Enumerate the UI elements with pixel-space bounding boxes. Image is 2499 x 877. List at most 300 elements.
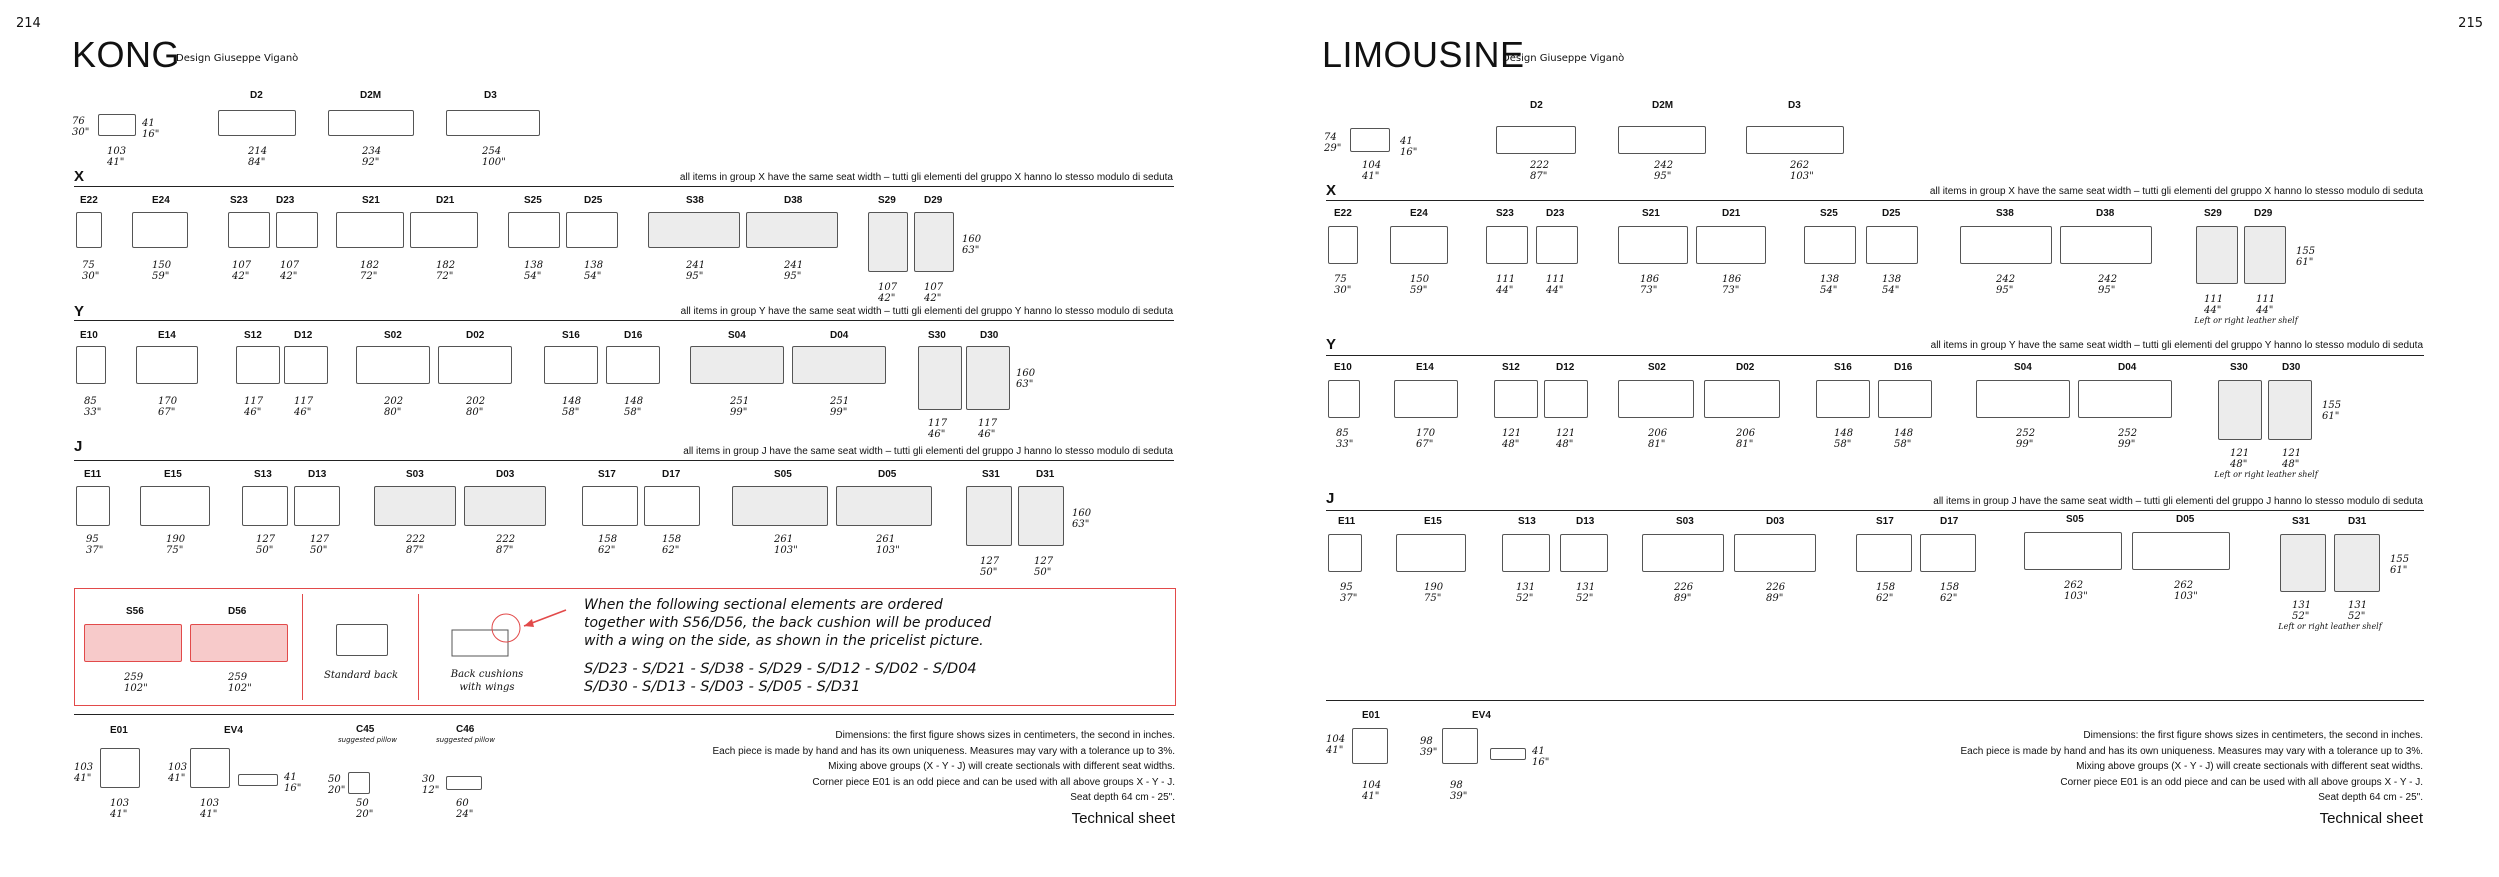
- item-code: E14: [158, 330, 176, 341]
- item-dims: 111 44": [1546, 274, 1566, 296]
- shelf-caption: Left or right leather shelf: [2214, 470, 2318, 479]
- sofa-drawing: [1394, 380, 1458, 418]
- item-code: D04: [2118, 362, 2137, 373]
- item-dims: 121 48": [2282, 448, 2302, 470]
- item-dims: 261 103": [876, 534, 900, 556]
- item-dims: 111 44": [2204, 294, 2224, 316]
- sofa-drawing: [1502, 534, 1550, 572]
- item-dims: 252 99": [2118, 428, 2138, 450]
- item-code: EV4: [224, 725, 243, 736]
- sofa-drawing: [438, 346, 512, 384]
- sofa-drawing: [336, 212, 404, 248]
- technical-sheet-label: Technical sheet: [2319, 810, 2423, 827]
- group-letter: J: [74, 438, 83, 455]
- item-code: C46: [456, 724, 475, 735]
- item-code: S03: [1676, 516, 1694, 527]
- sofa-drawing: [1560, 534, 1608, 572]
- item-code: D2M: [1652, 100, 1674, 111]
- item-code: E10: [1334, 362, 1352, 373]
- item-code: S21: [362, 195, 380, 206]
- item-code: E11: [84, 469, 102, 480]
- item-code: E01: [1362, 710, 1380, 721]
- item-dims: 60 24": [456, 798, 474, 820]
- item-code: S17: [598, 469, 616, 480]
- sofa-drawing: [1746, 126, 1844, 154]
- item-code: D29: [2254, 208, 2273, 219]
- sofa-drawing: [792, 346, 886, 384]
- item-code: S13: [254, 469, 272, 480]
- wing-element-list: S/D23 - S/D21 - S/D38 - S/D29 - S/D12 - S/D02 - S/D04 S/D30 - S/D13 - S/D03 - S/D05 - S/D31: [584, 661, 977, 695]
- item-code: D12: [1556, 362, 1575, 373]
- item-dims: 241 95": [686, 260, 706, 282]
- item-code: EV4: [1472, 710, 1491, 721]
- item-dims: 131 52": [1516, 582, 1536, 604]
- item-dims: 259 102": [228, 672, 252, 694]
- item-height: 104 41": [1326, 734, 1346, 756]
- divider: [1326, 700, 2424, 701]
- item-code: E01: [110, 725, 128, 736]
- chaise-drawing: [918, 346, 962, 410]
- group-note: all items in group J have the same seat width – tutti gli elementi del gruppo J hanno lo stesso modulo di seduta: [683, 446, 1173, 457]
- item-code: D16: [624, 330, 643, 341]
- sofa-drawing: [606, 346, 660, 384]
- item-code: D30: [980, 330, 999, 341]
- depth-dims: 160 63": [962, 234, 982, 256]
- sofa-drawing: [1536, 226, 1578, 264]
- item-dims: 117 46": [978, 418, 998, 440]
- page-number: 214: [16, 16, 41, 31]
- pouf-side-drawing: [238, 774, 278, 786]
- item-code: S17: [1876, 516, 1894, 527]
- sofa-drawing: [218, 110, 296, 136]
- item-code: D31: [2348, 516, 2367, 527]
- sofa-drawing: [1642, 534, 1724, 572]
- item-code: D03: [1766, 516, 1785, 527]
- sofa-drawing: [644, 486, 700, 526]
- sofa-drawing: [1396, 534, 1466, 572]
- item-dims: 186 73": [1640, 274, 1660, 296]
- sofa-drawing: [136, 346, 198, 384]
- item-subtitle: suggested pillow: [436, 736, 495, 744]
- item-dims: 150 59": [1410, 274, 1430, 296]
- item-code: D17: [1940, 516, 1959, 527]
- sofa-drawing: [236, 346, 280, 384]
- sofa-drawing: [356, 346, 430, 384]
- item-depth: 41 16": [284, 772, 302, 794]
- sofa-drawing: [1328, 226, 1358, 264]
- chaise-drawing: [2244, 226, 2286, 284]
- page-title: KONG: [72, 34, 181, 75]
- footnotes: Dimensions: the first figure shows sizes in centimeters, the second in inches. Each piece is made by hand and has its own uniqueness. Measures may vary with a tolerance up to 3%. Mixing above groups (X - Y - J) will create sectionals with different seat widths. Corner piece E01 is an odd piece and can be used with all above groups X - Y - J. Seat depth 64 cm - 25".: [712, 730, 1175, 804]
- item-dims: 117 46": [244, 396, 264, 418]
- item-code: D02: [1736, 362, 1755, 373]
- item-dims: 202 80": [466, 396, 486, 418]
- item-code: S29: [878, 195, 896, 206]
- standard-back-caption: Standard back: [323, 670, 399, 681]
- item-code: E15: [164, 469, 182, 480]
- pouf-side-drawing: [1490, 748, 1526, 760]
- item-dims: 111 44": [2256, 294, 2276, 316]
- pillow-drawing: [348, 772, 370, 794]
- sofa-drawing: [1866, 226, 1918, 264]
- item-code: D21: [436, 195, 455, 206]
- group-note: all items in group Y have the same seat width – tutti gli elementi del gruppo Y hanno lo stesso modulo di seduta: [1930, 340, 2423, 351]
- chaise-drawing: [2334, 534, 2380, 592]
- chaise-drawing: [966, 486, 1012, 546]
- armchair-side-drawing: [98, 114, 136, 136]
- item-dims: 222 87": [496, 534, 516, 556]
- armchair-drawing: [1350, 128, 1390, 152]
- dim-width: 103 41": [107, 146, 127, 168]
- standard-back-drawing: [336, 624, 388, 656]
- divider: [74, 320, 1174, 321]
- sofa-drawing: [1486, 226, 1528, 264]
- item-dims: 138 54": [1882, 274, 1902, 296]
- item-code: D2M: [360, 90, 382, 101]
- item-dims: 148 58": [624, 396, 644, 418]
- item-dims: 117 46": [294, 396, 314, 418]
- group-note: all items in group X have the same seat width – tutti gli elementi del gruppo X hanno lo stesso modulo di seduta: [679, 172, 1173, 183]
- item-code: D13: [1576, 516, 1595, 527]
- item-code: D17: [662, 469, 681, 480]
- item-code: E22: [1334, 208, 1352, 219]
- item-dims: 148 58": [1834, 428, 1854, 450]
- item-code: D03: [496, 469, 515, 480]
- sofa-drawing: [1494, 380, 1538, 418]
- page-number: 215: [2458, 16, 2483, 31]
- item-code: E24: [1410, 208, 1428, 219]
- depth-dims: 160 63": [1072, 508, 1092, 530]
- chaise-drawing: [868, 212, 908, 272]
- item-dims: 148 58": [562, 396, 582, 418]
- designer-credit: Design Giuseppe Viganò: [1502, 53, 1625, 64]
- item-code: S56: [126, 606, 144, 617]
- item-dims: 95 37": [86, 534, 104, 556]
- wing-cushion-caption: Back cushions with wings: [450, 669, 524, 693]
- group-letter: Y: [1326, 336, 1337, 353]
- sofa-drawing: [446, 110, 540, 136]
- item-subtitle: suggested pillow: [338, 736, 397, 744]
- item-dims: 241 95": [784, 260, 804, 282]
- item-code: D25: [1882, 208, 1901, 219]
- wing-cushion-drawing: [440, 604, 590, 664]
- depth-dims: 155 61": [2296, 246, 2316, 268]
- item-dims: 170 67": [1416, 428, 1436, 450]
- item-dims: 107 42": [232, 260, 252, 282]
- sofa-drawing: [2024, 532, 2122, 570]
- divider: [74, 714, 1174, 715]
- item-code: D38: [784, 195, 803, 206]
- sofa-drawing: [228, 212, 270, 248]
- sofa-drawing: [1618, 226, 1688, 264]
- item-code: S02: [1648, 362, 1666, 373]
- item-code: D56: [228, 606, 247, 617]
- footnotes: Dimensions: the first figure shows sizes in centimeters, the second in inches. Each piece is made by hand and has its own uniqueness. Measures may vary with a tolerance up to 3%. Mixing above groups (X - Y - J) will create sectionals with different seat widths. Corner piece E01 is an odd piece and can be used with all above groups X - Y - J. Seat depth 64 cm - 25".: [1960, 730, 2423, 804]
- chaise-drawing: [914, 212, 954, 272]
- item-dims: 138 54": [584, 260, 604, 282]
- item-dims: 107 42": [878, 282, 898, 304]
- item-code: S02: [384, 330, 402, 341]
- sofa-drawing: [140, 486, 210, 526]
- sofa-drawing: [1920, 534, 1976, 572]
- sofa-drawing: [544, 346, 598, 384]
- item-dims: 190 75": [166, 534, 186, 556]
- sofa-drawing: [1328, 380, 1360, 418]
- item-dims: 138 54": [524, 260, 544, 282]
- item-dims: 186 73": [1722, 274, 1742, 296]
- item-dims: 190 75": [1424, 582, 1444, 604]
- item-dims: 251 99": [830, 396, 850, 418]
- item-dims: 202 80": [384, 396, 404, 418]
- item-dims: 85 33": [84, 396, 102, 418]
- sofa-drawing: [1696, 226, 1766, 264]
- sofa-drawing: [276, 212, 318, 248]
- page-title: LIMOUSINE: [1322, 34, 1525, 75]
- item-dims: 158 62": [1940, 582, 1960, 604]
- item-code: S31: [2292, 516, 2310, 527]
- sofa-drawing: [648, 212, 740, 248]
- item-code: D30: [2282, 362, 2301, 373]
- corner-drawing: [1352, 728, 1388, 764]
- sofa-drawing: [328, 110, 414, 136]
- item-code: E11: [1338, 516, 1356, 527]
- sofa-drawing: [76, 212, 102, 248]
- item-dims: 138 54": [1820, 274, 1840, 296]
- item-code: D05: [878, 469, 897, 480]
- sofa-drawing: [132, 212, 188, 248]
- item-dims: 103 41": [110, 798, 130, 820]
- sofa-drawing: [1544, 380, 1588, 418]
- item-code: D38: [2096, 208, 2115, 219]
- sofa-drawing: [242, 486, 288, 526]
- divider: [74, 460, 1174, 461]
- item-dims: 262 103": [2064, 580, 2088, 602]
- item-code: S25: [524, 195, 542, 206]
- item-dims: 259 102": [124, 672, 148, 694]
- designer-credit: Design Giuseppe Viganò: [176, 53, 299, 64]
- item-code: S30: [928, 330, 946, 341]
- item-code: S03: [406, 469, 424, 480]
- divider: [418, 594, 419, 700]
- item-dims: 111 44": [1496, 274, 1516, 296]
- item-dims: 206 81": [1736, 428, 1756, 450]
- item-code: S23: [230, 195, 248, 206]
- item-dims: 158 62": [662, 534, 682, 556]
- shelf-caption: Left or right leather shelf: [2194, 316, 2298, 325]
- item-code: S13: [1518, 516, 1536, 527]
- sofa-drawing: [2132, 532, 2230, 570]
- item-code: S23: [1496, 208, 1514, 219]
- dim-height: 74 29": [1324, 132, 1342, 154]
- sofa-drawing: [76, 486, 110, 526]
- chaise-drawing: [2268, 380, 2312, 440]
- item-height: 98 39": [1420, 736, 1438, 758]
- sofa-drawing: [410, 212, 478, 248]
- chaise-drawing: [2218, 380, 2262, 440]
- sofa-drawing: [1804, 226, 1856, 264]
- item-code: D31: [1036, 469, 1055, 480]
- item-dims: 104 41": [1362, 780, 1382, 802]
- item-code: C45: [356, 724, 375, 735]
- item-code: D3: [1788, 100, 1801, 111]
- sofa-drawing: [746, 212, 838, 248]
- item-height: 50 20": [328, 774, 346, 796]
- dim-depth: 41 16": [1400, 136, 1418, 158]
- group-letter: X: [1326, 182, 1337, 199]
- item-dims: 103 41": [200, 798, 220, 820]
- item-dims: 254 100": [482, 146, 506, 168]
- item-dims: 242 95": [1996, 274, 2016, 296]
- item-code: S12: [244, 330, 262, 341]
- item-dims: 131 52": [2292, 600, 2312, 622]
- item-code: D3: [484, 90, 497, 101]
- chaise-drawing: [966, 346, 1010, 410]
- sofa-drawing: [1878, 380, 1932, 418]
- wing-description: When the following sectional elements are ordered together with S56/D56, the back cushion will be produced with a wing on the side, as shown in the pricelist picture.: [584, 597, 992, 649]
- dim-depth: 41 16": [142, 118, 160, 140]
- item-code: D23: [276, 195, 295, 206]
- item-code: S04: [728, 330, 746, 341]
- divider: [1326, 510, 2424, 511]
- item-dims: 127 50": [256, 534, 276, 556]
- item-dims: 182 72": [360, 260, 380, 282]
- sofa-drawing: [732, 486, 828, 526]
- item-code: D13: [308, 469, 327, 480]
- item-code: D2: [250, 90, 263, 101]
- sofa-drawing: [566, 212, 618, 248]
- sofa-drawing: [690, 346, 784, 384]
- divider: [302, 594, 303, 700]
- item-dims: 127 50": [980, 556, 1000, 578]
- item-dims: 206 81": [1648, 428, 1668, 450]
- item-code: S25: [1820, 208, 1838, 219]
- dim-height: 76 30": [72, 116, 90, 138]
- chaise-drawing: [2280, 534, 2326, 592]
- item-dims: 148 58": [1894, 428, 1914, 450]
- divider: [74, 186, 1174, 187]
- item-code: S16: [562, 330, 580, 341]
- depth-dims: 160 63": [1016, 368, 1036, 390]
- dim-width: 104 41": [1362, 160, 1382, 182]
- pillow-drawing: [446, 776, 482, 790]
- item-dims: 262 103": [2174, 580, 2198, 602]
- item-dims: 131 52": [2348, 600, 2368, 622]
- sofa-drawing: [1328, 534, 1362, 572]
- sofa-drawing: [582, 486, 638, 526]
- depth-dims: 155 61": [2390, 554, 2410, 576]
- sofa-drawing: [836, 486, 932, 526]
- sofa-drawing: [464, 486, 546, 526]
- item-code: E22: [80, 195, 98, 206]
- item-dims: 214 84": [248, 146, 268, 168]
- item-dims: 95 37": [1340, 582, 1358, 604]
- item-dims: 226 89": [1766, 582, 1786, 604]
- item-dims: 242 95": [2098, 274, 2118, 296]
- group-note: all items in group X have the same seat width – tutti gli elementi del gruppo X hanno lo stesso modulo di seduta: [1929, 186, 2423, 197]
- sofa-drawing: [1618, 126, 1706, 154]
- item-code: D21: [1722, 208, 1741, 219]
- item-code: D04: [830, 330, 849, 341]
- item-dims: 98 39": [1450, 780, 1468, 802]
- sofa-drawing-red: [190, 624, 288, 662]
- item-dims: 127 50": [1034, 556, 1054, 578]
- sofa-drawing: [1856, 534, 1912, 572]
- group-letter: Y: [74, 303, 85, 320]
- item-code: S05: [2066, 514, 2084, 525]
- sofa-drawing: [1618, 380, 1694, 418]
- item-code: D2: [1530, 100, 1543, 111]
- divider: [1326, 355, 2424, 356]
- corner-drawing: [100, 748, 140, 788]
- item-dims: 121 48": [2230, 448, 2250, 470]
- item-dims: 117 46": [928, 418, 948, 440]
- item-dims: 131 52": [1576, 582, 1596, 604]
- item-dims: 170 67": [158, 396, 178, 418]
- sofa-drawing-red: [84, 624, 182, 662]
- sofa-drawing: [1816, 380, 1870, 418]
- item-code: D12: [294, 330, 313, 341]
- item-code: E14: [1416, 362, 1434, 373]
- item-code: S30: [2230, 362, 2248, 373]
- technical-sheet-label: Technical sheet: [1071, 810, 1175, 827]
- item-code: D23: [1546, 208, 1565, 219]
- sofa-drawing: [1734, 534, 1816, 572]
- chaise-drawing: [1018, 486, 1064, 546]
- item-code: D02: [466, 330, 485, 341]
- item-dims: 107 42": [924, 282, 944, 304]
- item-dims: 75 30": [82, 260, 100, 282]
- item-dims: 182 72": [436, 260, 456, 282]
- item-dims: 107 42": [280, 260, 300, 282]
- item-dims: 75 30": [1334, 274, 1352, 296]
- item-height: 103 41": [168, 762, 188, 784]
- item-code: S16: [1834, 362, 1852, 373]
- pouf-drawing: [190, 748, 230, 788]
- item-dims: 262 103": [1790, 160, 1814, 182]
- item-code: S05: [774, 469, 792, 480]
- item-dims: 242 95": [1654, 160, 1674, 182]
- sofa-drawing: [374, 486, 456, 526]
- item-code: D25: [584, 195, 603, 206]
- divider: [1326, 200, 2424, 201]
- item-code: S31: [982, 469, 1000, 480]
- item-dims: 158 62": [1876, 582, 1896, 604]
- item-code: S29: [2204, 208, 2222, 219]
- depth-dims: 155 61": [2322, 400, 2342, 422]
- item-code: D16: [1894, 362, 1913, 373]
- sofa-drawing: [1976, 380, 2070, 418]
- item-dims: 127 50": [310, 534, 330, 556]
- item-code: S04: [2014, 362, 2032, 373]
- item-code: S38: [686, 195, 704, 206]
- sofa-drawing: [508, 212, 560, 248]
- item-code: S21: [1642, 208, 1660, 219]
- item-dims: 121 48": [1502, 428, 1522, 450]
- item-depth: 41 16": [1532, 746, 1550, 768]
- group-note: all items in group J have the same seat width – tutti gli elementi del gruppo J hanno lo stesso modulo di seduta: [1933, 496, 2423, 507]
- item-dims: 85 33": [1336, 428, 1354, 450]
- item-dims: 50 20": [356, 798, 374, 820]
- group-letter: X: [74, 168, 85, 185]
- item-dims: 121 48": [1556, 428, 1576, 450]
- item-dims: 261 103": [774, 534, 798, 556]
- sofa-drawing: [284, 346, 328, 384]
- sofa-drawing: [1390, 226, 1448, 264]
- group-letter: J: [1326, 490, 1335, 507]
- item-dims: 222 87": [406, 534, 426, 556]
- sofa-drawing: [1704, 380, 1780, 418]
- item-dims: 150 59": [152, 260, 172, 282]
